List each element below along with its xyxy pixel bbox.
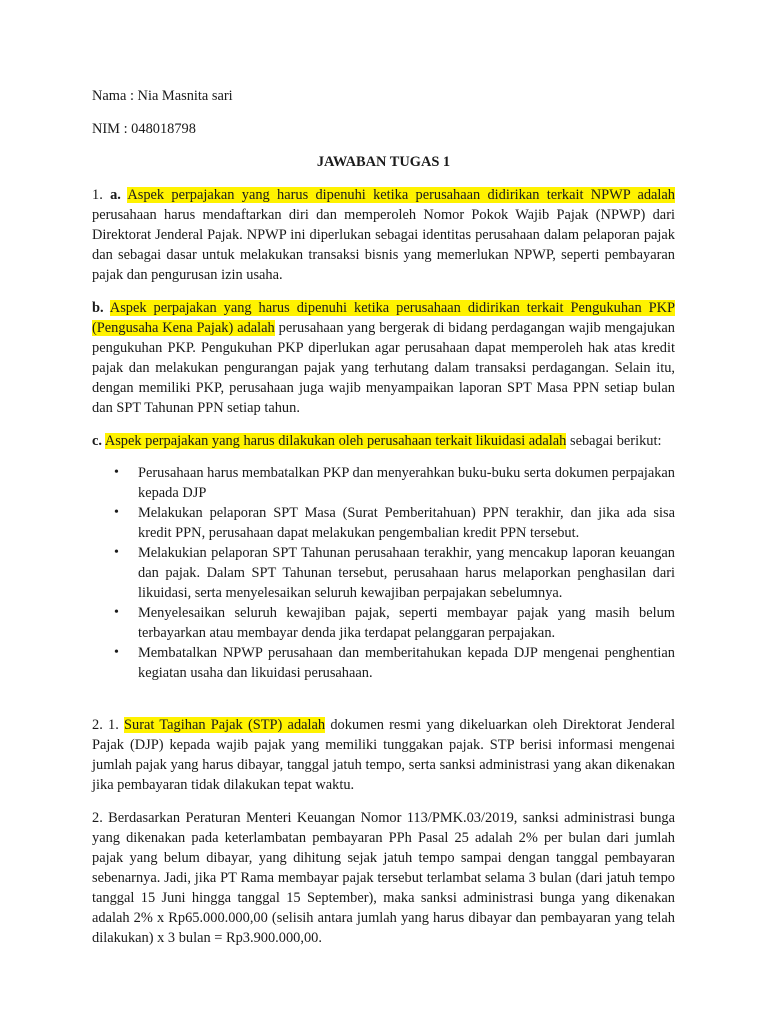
bullet-icon: •: [114, 645, 119, 660]
liquidation-bullet-list: [92, 463, 675, 683]
list-item: • Menyelesaikan seluruh kewajiban pajak, seperti membayar pajak yang masih belum terbayarkan atau membayar denda jika terdapat pelanggaran perpajakan.: [114, 605, 675, 641]
answer-1a-highlight: Aspek perpajakan yang harus dipenuhi ketika perusahaan didirikan terkait NPWP adalah: [127, 187, 676, 203]
list-item: • Membatalkan NPWP perusahaan dan memberitahukan kepada DJP mengenai penghentian kegiatan usaha dan likuidasi perusahaan.: [114, 645, 675, 681]
answer-1b-body: perusahaan yang bergerak di bidang perdagangan wajib mengajukan pengukuhan PKP. Pengukuhan PKP diperlukan agar perusahaan dapat memperoleh hak atas kredit pajak dan melakukan pengurangan pajak yang terhutang dalam transaksi perdagangan. Selain itu, dengan memiliki PKP, perusahaan juga wajib menyampaikan laporan SPT Masa PPN setiap bulan dan SPT Tahunan PPN setiap tahun.: [92, 320, 675, 416]
document-body: [92, 86, 675, 948]
answer-2-1-number: 2. 1.: [92, 717, 119, 733]
bullet-icon: •: [114, 465, 119, 480]
list-item: • Perusahaan harus membatalkan PKP dan menyerahkan buku-buku serta dokumen perpajakan kepada DJP: [114, 465, 675, 501]
answer-1c-highlight: Aspek perpajakan yang harus dilakukan oleh perusahaan terkait likuidasi adalah: [104, 433, 567, 449]
list-item: • Melakukan pelaporan SPT Masa (Surat Pemberitahuan) PPN terakhir, dan jika ada sisa kredit PPN, perusahaan dapat melakukan pengembalian kredit PPN tersebut.: [114, 505, 675, 541]
bullet-icon: •: [114, 505, 119, 520]
answer-2-1-body: dokumen resmi yang dikeluarkan oleh Direktorat Jenderal Pajak (DJP) kepada wajib pajak yang memiliki tunggakan pajak. STP berisi informasi mengenai jumlah pajak yang harus dibayar, tanggal jatuh tempo, serta sanksi administrasi yang akan dikenakan jika pembayaran tidak dilakukan tepat waktu.: [92, 717, 675, 793]
answer-1a-letter: a.: [110, 187, 121, 203]
answer-2-1: [92, 715, 675, 795]
student-name: Nama : Nia Masnita sari: [92, 88, 233, 104]
answer-1b: [92, 298, 675, 418]
answer-2-1-highlight: Surat Tagihan Pajak (STP) adalah: [124, 717, 326, 733]
answer-1a-body: perusahaan harus mendaftarkan diri dan memperoleh Nomor Pokok Wajib Pajak (NPWP) dari Direktorat Jenderal Pajak. NPWP ini diperlukan sebagai identitas perusahaan dalam pelaporan pajak dan sebagai dasar untuk melakukan transaksi bisnis yang memerlukan NPWP, seperti pembayaran pajak dan pengurusan izin usaha.: [92, 207, 675, 283]
bullet-icon: •: [114, 605, 119, 620]
answer-1-number: 1.: [92, 187, 111, 203]
answer-1c: [92, 431, 675, 451]
answer-1b-highlight: Aspek perpajakan yang harus dipenuhi ketika perusahaan didirikan terkait Pengukuhan PKP (Pengusaha Kena Pajak) adalah: [92, 300, 676, 336]
answer-2-2: 2. Berdasarkan Peraturan Menteri Keuangan Nomor 113/PMK.03/2019, sanksi administrasi bunga yang dikenakan pada keterlambatan pembayaran PPh Pasal 25 adalah 2% per bulan dari jumlah pajak yang belum dibayar, yang dihitung sejak jatuh tempo sampai dengan tanggal pembayaran sebenarnya. Jadi, jika PT Rama membayar pajak tersebut terlambat selama 3 bulan (dari jatuh tempo tanggal 15 Juni hingga tanggal 15 September), maka sanksi administrasi bunga yang dikenakan adalah 2% x Rp65.000.000,00 (selisih antara jumlah yang harus dibayar dan pembayaran yang telah dilakukan) x 3 bulan = Rp3.900.000,00.: [92, 810, 675, 946]
student-nim: NIM : 048018798: [92, 121, 196, 137]
list-item: • Melakukian pelaporan SPT Tahunan perusahaan terakhir, yang mencakup laporan keuangan dan pajak. Dalam SPT Tahunan tersebut, perusahaan harus melaporkan penghasilan dari likuidasi, serta menyelesaikan seluruh kewajiban perpajakan sebelumnya.: [114, 545, 675, 601]
answer-1c-body: sebagai berikut:: [569, 433, 662, 449]
answer-1b-letter: b.: [92, 300, 104, 316]
page-title: JAWABAN TUGAS 1: [316, 154, 451, 170]
answer-1a: [92, 185, 675, 285]
bullet-icon: •: [114, 545, 119, 560]
answer-1c-letter: c.: [92, 433, 102, 449]
